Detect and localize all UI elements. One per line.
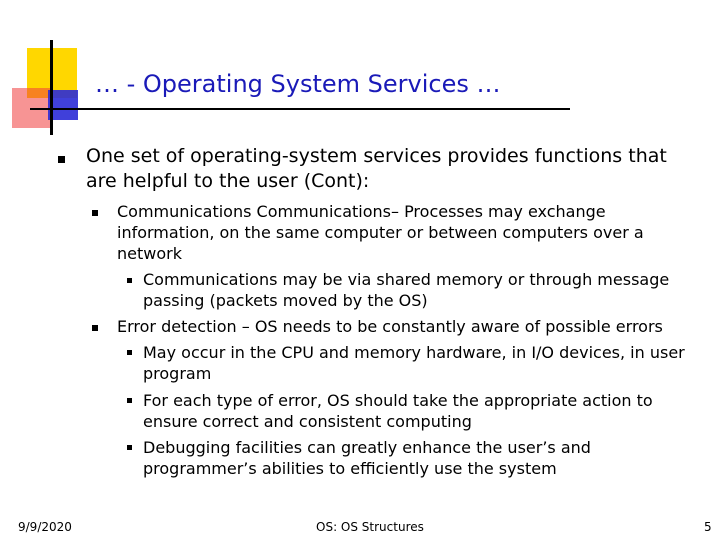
slide-title: … - Operating System Services … — [95, 70, 501, 98]
bullet-icon — [127, 445, 132, 450]
footer-title: OS: OS Structures — [316, 520, 424, 534]
list-item: Communications Communications– Processes may exchange information, on the same computer or between computers over a network — [117, 202, 644, 263]
page-number: 5 — [704, 520, 712, 534]
sub-list-item: Communications may be via shared memory or through message passing (packets moved by the OS) — [143, 270, 670, 310]
footer-date: 9/9/2020 — [18, 520, 72, 534]
bullet-icon — [92, 325, 98, 331]
bullet-icon — [92, 210, 98, 216]
title-underline — [30, 108, 570, 110]
decor-vertical-line — [50, 40, 53, 135]
sub-list-item: Debugging facilities can greatly enhance the user’s and programmer’s abilities to efficiently use the system — [143, 438, 591, 478]
bullet-icon — [58, 156, 65, 163]
bullet-icon — [127, 350, 132, 355]
sub-list-item: May occur in the CPU and memory hardware, in I/O devices, in user program — [143, 343, 685, 383]
sub-list-item: For each type of error, OS should take the appropriate action to ensure correct and consistent computing — [143, 391, 653, 431]
list-item: Error detection – OS needs to be constantly aware of possible errors — [117, 317, 663, 336]
main-point: One set of operating-system services provides functions that are helpful to the user (Cont): — [86, 145, 667, 192]
bullet-icon — [127, 398, 132, 403]
bullet-icon — [127, 278, 132, 283]
